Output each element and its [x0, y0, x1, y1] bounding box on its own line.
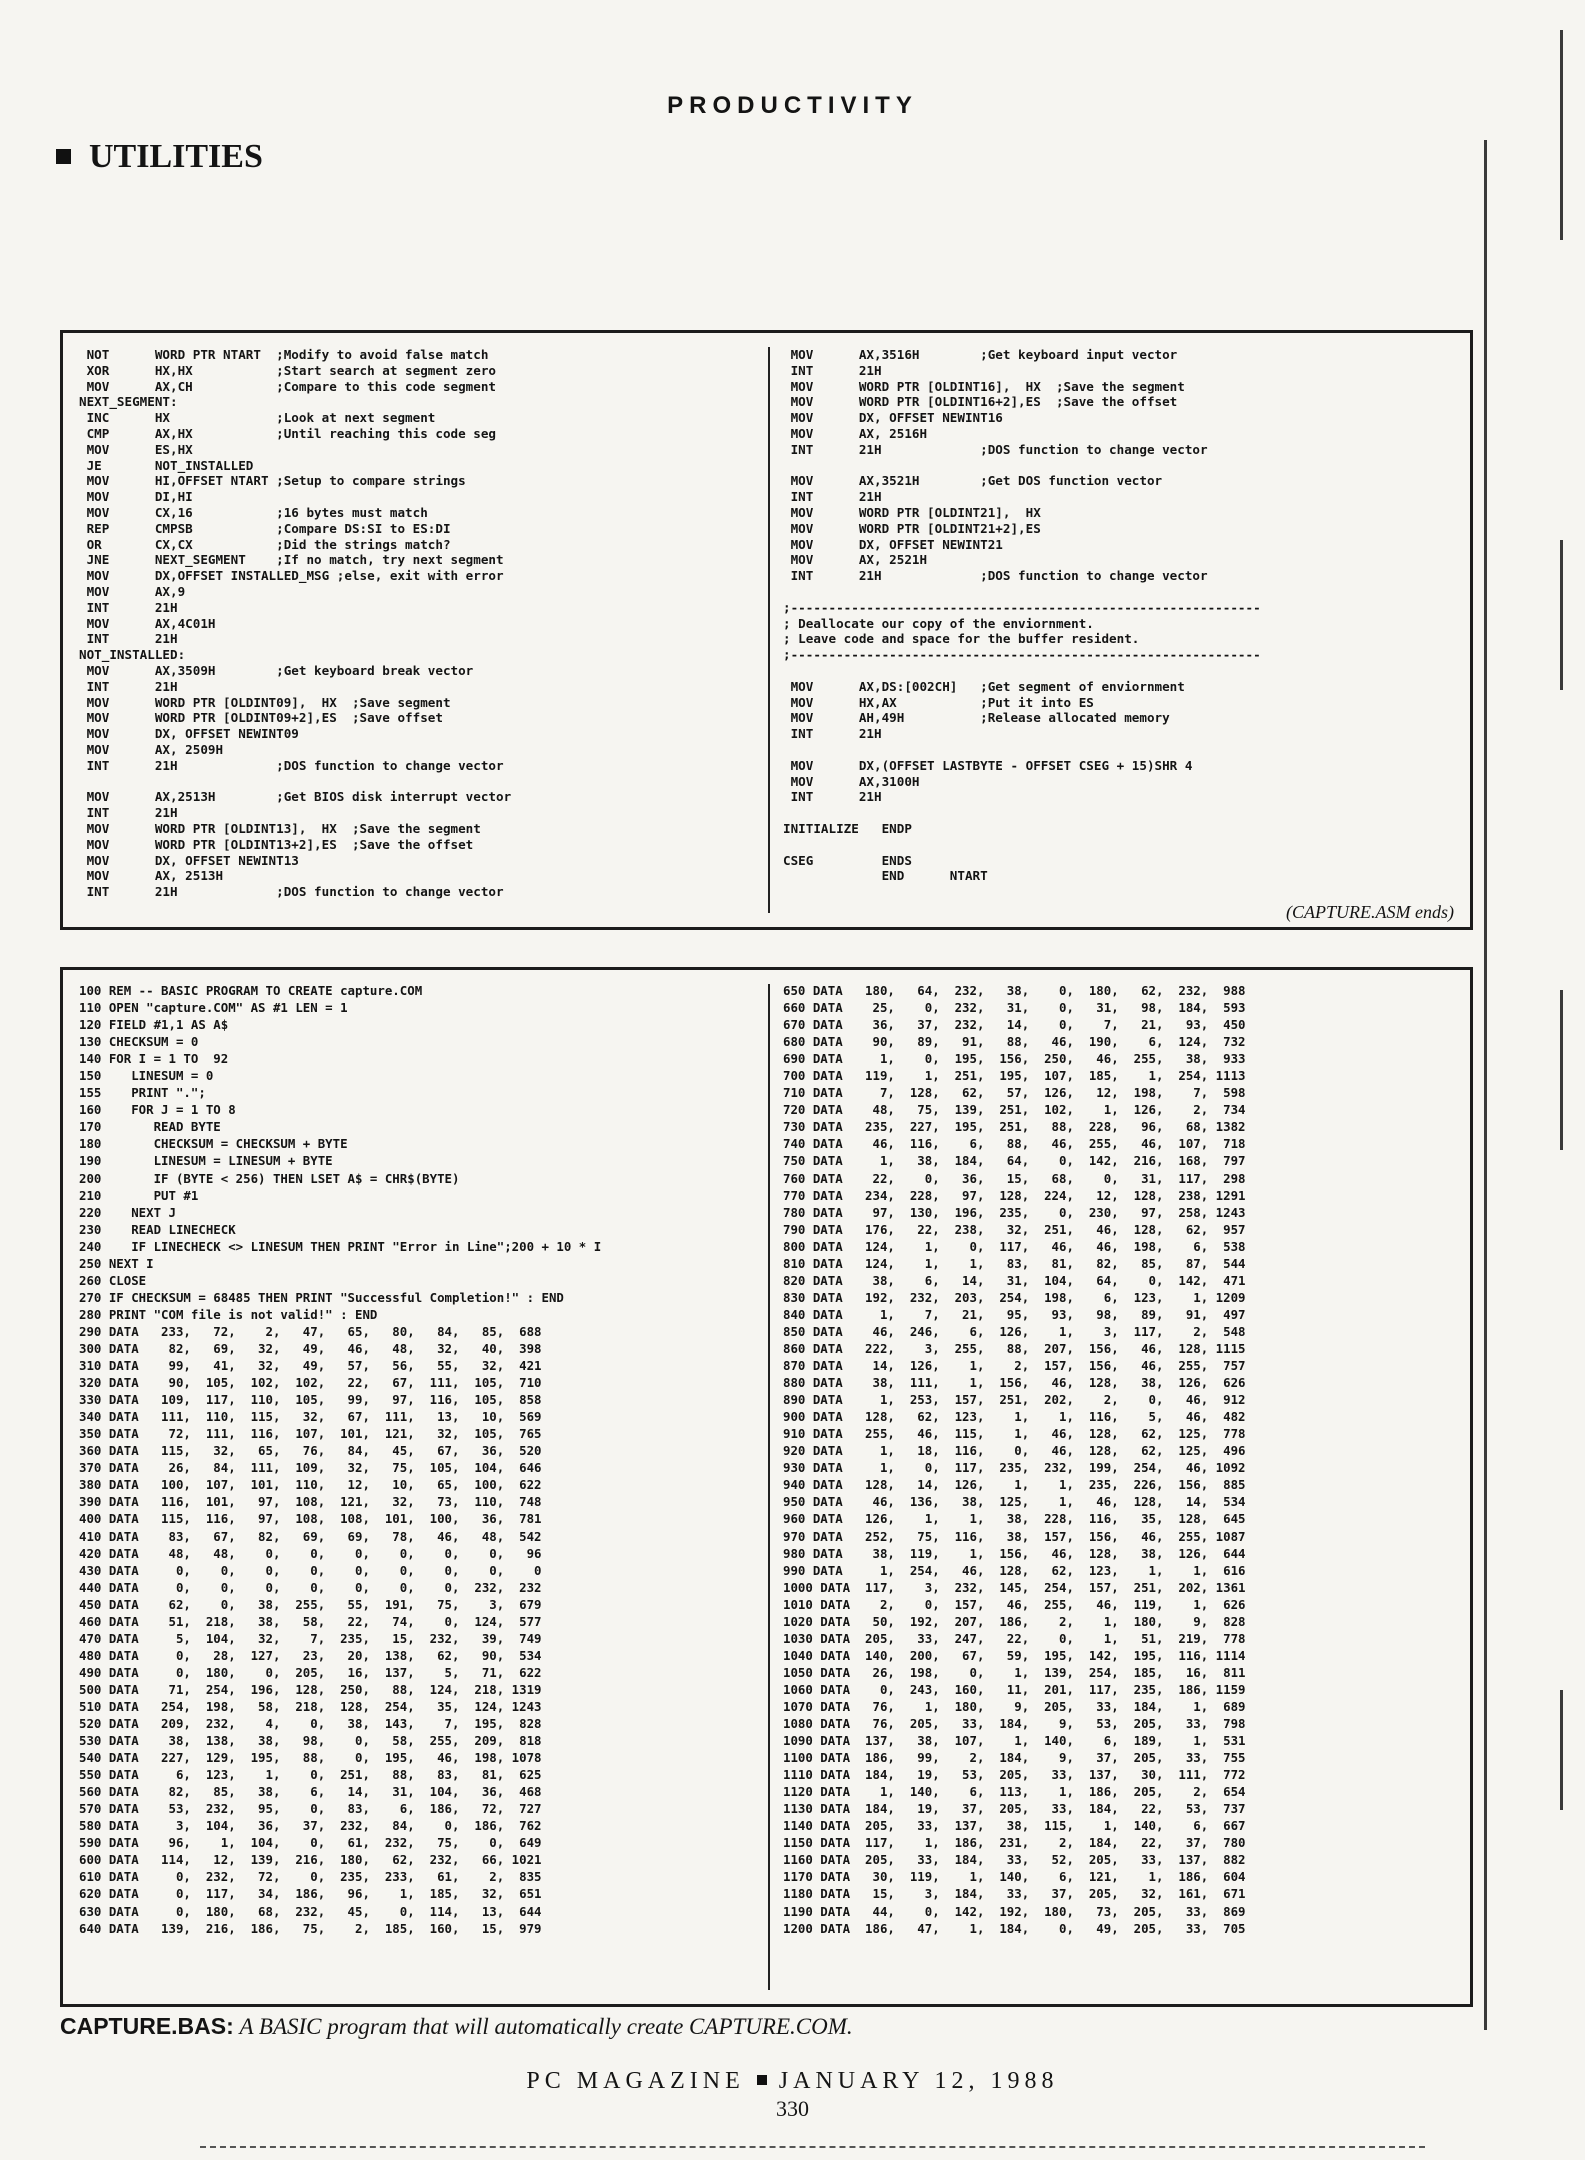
section-title-text: UTILITIES: [89, 138, 263, 175]
page-number: 330: [776, 2096, 809, 2121]
edge-rule-bottom: [1560, 1690, 1563, 1810]
footer-date: JANUARY 12, 1988: [778, 2068, 1059, 2094]
caption-label: CAPTURE.BAS:: [60, 2013, 234, 2039]
page-footer: [0, 2068, 1585, 2095]
asm-column-divider: [768, 347, 770, 913]
section-bullet: [56, 149, 71, 164]
edge-rule-mid-1: [1560, 540, 1563, 690]
caption-text: A BASIC program that will automatically create CAPTURE.COM.: [239, 2014, 853, 2039]
footer-magazine: PC MAGAZINE: [526, 2068, 745, 2094]
edge-rule-mid-2: [1560, 990, 1563, 1150]
bottom-dashed-rule: [200, 2146, 1425, 2150]
asm-listing-left-column: NOT WORD PTR NTART ;Modify to avoid false match XOR HX,HX ;Start search at segment zero MOV AX,CH ;Compare to this code segment NEXT_SEGMENT: INC HX ;Look at next segment CMP AX,HX ;Until reaching this code seg MOV ES,HX JE NOT_INSTALLED MOV HI,OFFSET NTART ;Setup to compare strings MOV DI,HI MOV CX,16 ;16 bytes must match REP CMPSB ;Compare DS:SI to ES:DI OR CX,CX ;Did the strings match? JNE NEXT_SEGMENT ;If no match, try next segment MOV DX,OFFSET INSTALLED_MSG ;else, exit with error MOV AX,9 INT 21H MOV AX,4C01H INT 21H NOT_INSTALLED: MOV AX,3509H ;Get keyboard break vector INT 21H MOV WORD PTR [OLDINT09], HX ;Save segment MOV WORD PTR [OLDINT09+2],ES ;Save offset MOV DX, OFFSET NEWINT09 MOV AX, 2509H INT 21H ;DOS function to change vector MOV AX,2513H ;Get BIOS disk interrupt vector INT 21H MOV WORD PTR [OLDINT13], HX ;Save the segment MOV WORD PTR [OLDINT13+2],ES ;Save the offset MOV DX, OFFSET NEWINT13 MOV AX, 2513H INT 21H ;DOS function to change vector: [79, 347, 512, 900]
asm-listing-end-note: (CAPTURE.ASM ends): [1286, 902, 1454, 923]
asm-listing-right-column: MOV AX,3516H ;Get keyboard input vector INT 21H MOV WORD PTR [OLDINT16], HX ;Save the segment MOV WORD PTR [OLDINT16+2],ES ;Save the offset MOV DX, OFFSET NEWINT16 MOV AX, 2516H INT 21H ;DOS function to change vector MOV AX,3521H ;Get DOS function vector INT 21H MOV WORD PTR [OLDINT21], HX MOV WORD PTR [OLDINT21+2],ES MOV DX, OFFSET NEWINT21 MOV AX, 2521H INT 21H ;DOS function to change vector ;-------------------------------------------------------------- ; Deallocate our copy of the enviornment. ; Leave code and space for the buffer resident. ;-------------------------------------------------------------- MOV AX,DS:[002CH] ;Get segment of enviornment MOV HX,AX ;Put it into ES MOV AH,49H ;Release allocated memory INT 21H MOV DX,(OFFSET LASTBYTE - OFFSET CSEG + 15)SHR 4 MOV AX,3100H INT 21H INITIALIZE ENDP CSEG ENDS END NTART: [783, 347, 1261, 884]
bas-listing-box: [60, 967, 1473, 2007]
section-title: [56, 138, 263, 176]
page-right-rule: [1484, 140, 1487, 2030]
bas-column-divider: [768, 984, 770, 1990]
asm-listing-box: [60, 330, 1473, 930]
footer-separator: [757, 2075, 767, 2085]
edge-rule-top: [1560, 30, 1563, 240]
section-label: PRODUCTIVITY: [667, 92, 918, 119]
bas-listing-left-column: 100 REM -- BASIC PROGRAM TO CREATE capture.COM 110 OPEN "capture.COM" AS #1 LEN = 1 120 FIELD #1,1 AS A$ 130 CHECKSUM = 0 140 FOR I = 1 TO 92 150 LINESUM = 0 155 PRINT "."; 160 FOR J = 1 TO 8 170 READ BYTE 180 CHECKSUM = CHECKSUM + BYTE 190 LINESUM = LINESUM + BYTE 200 IF (BYTE < 256) THEN LSET A$ = CHR$(BYTE) 210 PUT #1 220 NEXT J 230 READ LINECHECK 240 IF LINECHECK <> LINESUM THEN PRINT "Error in Line";200 + 10 * I 250 NEXT I 260 CLOSE 270 IF CHECKSUM = 68485 THEN PRINT "Successful Completion!" : END 280 PRINT "COM file is not valid!" : END 290 DATA 233, 72, 2, 47, 65, 80, 84, 85, 688 300 DATA 82, 69, 32, 49, 46, 48, 32, 40, 398 310 DATA 99, 41, 32, 49, 57, 56, 55, 32, 421 320 DATA 90, 105, 102, 102, 22, 67, 111, 105, 710 330 DATA 109, 117, 110, 105, 99, 97, 116, 105, 858 340 DATA 111, 110, 115, 32, 67, 111, 13, 10, 569 350 DATA 72, 111, 116, 107, 101, 121, 32, 105, 765 360 DATA 115, 32, 65, 76, 84, 45, 67, 36, 520 370 DATA 26, 84, 111, 109, 32, 75, 105, 104, 646 380 DATA 100, 107, 101, 110, 12, 10, 65, 100, 622 390 DATA 116, 101, 97, 108, 121, 32, 73, 110, 748 400 DATA 115, 116, 97, 108, 108, 101, 100, 36, 781 410 DATA 83, 67, 82, 69, 69, 78, 46, 48, 542 420 DATA 48, 48, 0, 0, 0, 0, 0, 0, 96 430 DATA 0, 0, 0, 0, 0, 0, 0, 0, 0 440 DATA 0, 0, 0, 0, 0, 0, 0, 232, 232 450 DATA 62, 0, 38, 255, 55, 191, 75, 3, 679 460 DATA 51, 218, 38, 58, 22, 74, 0, 124, 577 470 DATA 5, 104, 32, 7, 235, 15, 232, 39, 749 480 DATA 0, 28, 127, 23, 20, 138, 62, 90, 534 490 DATA 0, 180, 0, 205, 16, 137, 5, 71, 622 500 DATA 71, 254, 196, 128, 250, 88, 124, 218, 1319 510 DATA 254, 198, 58, 218, 128, 254, 35, 124, 1243 520 DATA 209, 232, 4, 0, 38, 143, 7, 195, 828 530 DATA 38, 138, 38, 98, 0, 58, 255, 209, 818 540 DATA 227, 129, 195, 88, 0, 195, 46, 198, 1078 550 DATA 6, 123, 1, 0, 251, 88, 83, 81, 625 560 DATA 82, 85, 38, 6, 14, 31, 104, 36, 468 570 DATA 53, 232, 95, 0, 83, 6, 186, 72, 727 580 DATA 3, 104, 36, 37, 232, 84, 0, 186, 762 590 DATA 96, 1, 104, 0, 61, 232, 75, 0, 649 600 DATA 114, 12, 139, 216, 180, 62, 232, 66, 1021 610 DATA 0, 232, 72, 0, 235, 233, 61, 2, 835 620 DATA 0, 117, 34, 186, 96, 1, 185, 32, 651 630 DATA 0, 180, 68, 232, 45, 0, 114, 13, 644 640 DATA 139, 216, 186, 75, 2, 185, 160, 15, 979: [79, 983, 602, 1936]
bas-listing-right-column: 650 DATA 180, 64, 232, 38, 0, 180, 62, 232, 988 660 DATA 25, 0, 232, 31, 0, 31, 98, 184, 593 670 DATA 36, 37, 232, 14, 0, 7, 21, 93, 450 680 DATA 90, 89, 91, 88, 46, 190, 6, 124, 732 690 DATA 1, 0, 195, 156, 250, 46, 255, 38, 933 700 DATA 119, 1, 251, 195, 107, 185, 1, 254, 1113 710 DATA 7, 128, 62, 57, 126, 12, 198, 7, 598 720 DATA 48, 75, 139, 251, 102, 1, 126, 2, 734 730 DATA 235, 227, 195, 251, 88, 228, 96, 68, 1382 740 DATA 46, 116, 6, 88, 46, 255, 46, 107, 718 750 DATA 1, 38, 184, 64, 0, 142, 216, 168, 797 760 DATA 22, 0, 36, 15, 68, 0, 31, 117, 298 770 DATA 234, 228, 97, 128, 224, 12, 128, 238, 1291 780 DATA 97, 130, 196, 235, 0, 230, 97, 258, 1243 790 DATA 176, 22, 238, 32, 251, 46, 128, 62, 957 800 DATA 124, 1, 0, 117, 46, 46, 198, 6, 538 810 DATA 124, 1, 1, 83, 81, 82, 85, 87, 544 820 DATA 38, 6, 14, 31, 104, 64, 0, 142, 471 830 DATA 192, 232, 203, 254, 198, 6, 123, 1, 1209 840 DATA 1, 7, 21, 95, 93, 98, 89, 91, 497 850 DATA 46, 246, 6, 126, 1, 3, 117, 2, 548 860 DATA 222, 3, 255, 88, 207, 156, 46, 128, 1115 870 DATA 14, 126, 1, 2, 157, 156, 46, 255, 757 880 DATA 38, 111, 1, 156, 46, 128, 38, 126, 626 890 DATA 1, 253, 157, 251, 202, 2, 0, 46, 912 900 DATA 128, 62, 123, 1, 1, 116, 5, 46, 482 910 DATA 255, 46, 115, 1, 46, 128, 62, 125, 778 920 DATA 1, 18, 116, 0, 46, 128, 62, 125, 496 930 DATA 1, 0, 117, 235, 232, 199, 254, 46, 1092 940 DATA 128, 14, 126, 1, 1, 235, 226, 156, 885 950 DATA 46, 136, 38, 125, 1, 46, 128, 14, 534 960 DATA 126, 1, 1, 38, 228, 116, 35, 128, 645 970 DATA 252, 75, 116, 38, 157, 156, 46, 255, 1087 980 DATA 38, 119, 1, 156, 46, 128, 38, 126, 644 990 DATA 1, 254, 46, 128, 62, 123, 1, 1, 616 1000 DATA 117, 3, 232, 145, 254, 157, 251, 202, 1361 1010 DATA 2, 0, 157, 46, 255, 46, 119, 1, 626 1020 DATA 50, 192, 207, 186, 2, 1, 180, 9, 828 1030 DATA 205, 33, 247, 22, 0, 1, 51, 219, 778 1040 DATA 140, 200, 67, 59, 195, 142, 195, 116, 1114 1050 DATA 26, 198, 0, 1, 139, 254, 185, 16, 811 1060 DATA 0, 243, 160, 11, 201, 117, 235, 186, 1159 1070 DATA 76, 1, 180, 9, 205, 33, 184, 1, 689 1080 DATA 76, 205, 33, 184, 9, 53, 205, 33, 798 1090 DATA 137, 38, 107, 1, 140, 6, 189, 1, 531 1100 DATA 186, 99, 2, 184, 9, 37, 205, 33, 755 1110 DATA 184, 19, 53, 205, 33, 137, 30, 111, 772 1120 DATA 1, 140, 6, 113, 1, 186, 205, 2, 654 1130 DATA 184, 19, 37, 205, 33, 184, 22, 53, 737 1140 DATA 205, 33, 137, 38, 115, 1, 140, 6, 667 1150 DATA 117, 1, 186, 231, 2, 184, 22, 37, 780 1160 DATA 205, 33, 184, 33, 52, 205, 33, 137, 882 1170 DATA 30, 119, 1, 140, 6, 121, 1, 186, 604 1180 DATA 15, 3, 184, 33, 37, 205, 32, 161, 671 1190 DATA 44, 0, 142, 192, 180, 73, 205, 33, 869 1200 DATA 186, 47, 1, 184, 0, 49, 205, 33, 705: [783, 983, 1246, 1936]
listing-caption: [60, 2013, 853, 2040]
